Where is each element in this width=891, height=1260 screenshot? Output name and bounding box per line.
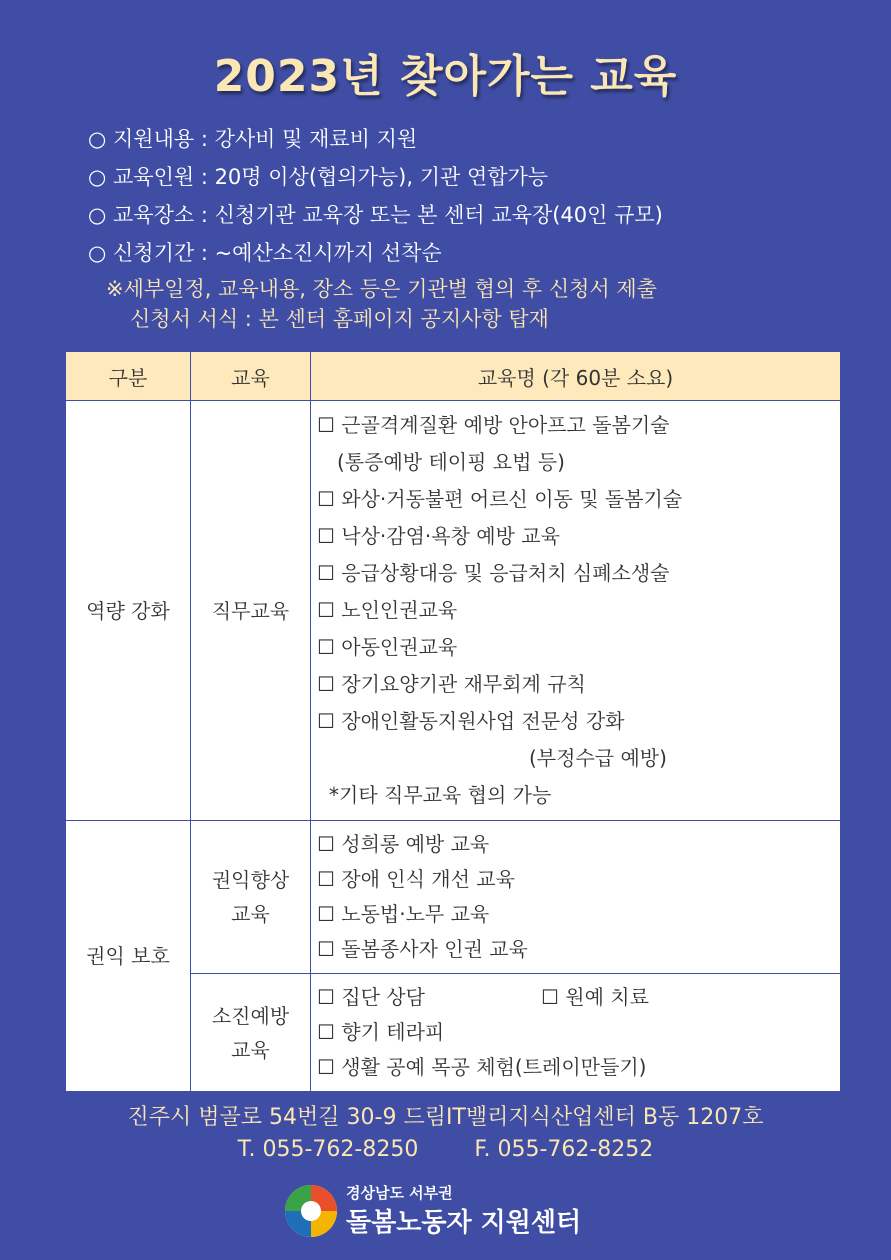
- note-line-1: ※세부일정, 교육내용, 장소 등은 기관별 협의 후 신청서 제출: [106, 277, 657, 301]
- course-item: ☐ 와상·거동불편 어르신 이동 및 돌봄기술: [317, 487, 683, 511]
- category-cell: 역량 강화: [66, 401, 191, 821]
- course-item: ☐ 장애인활동지원사업 전문성 강화: [317, 709, 625, 733]
- course-item: ☐ 집단 상담: [317, 985, 425, 1009]
- center-logo: [284, 1180, 644, 1240]
- header-type: 교육: [191, 352, 311, 401]
- course-row: [317, 980, 834, 1015]
- course-item: ☐ 근골격계질환 예방 안아프고 돌봄기술: [317, 413, 670, 437]
- course-item: ☐ 노동법·노무 교육: [317, 902, 490, 926]
- logo-title: 돌봄노동자 지원센터: [346, 1208, 582, 1238]
- table-row: [66, 821, 841, 974]
- info-support: ○ 지원내용 : 강사비 및 재료비 지원: [88, 127, 418, 151]
- course-item: ☐ 응급상황대응 및 응급처치 심폐소생술: [317, 561, 670, 585]
- center-emblem-icon: [284, 1184, 338, 1238]
- footer-phone: T. 055-762-8250: [237, 1137, 419, 1162]
- course-list: [311, 821, 841, 974]
- course-list: [311, 974, 841, 1092]
- course-item-detail: (부정수급 예방): [529, 746, 667, 770]
- type-cell: 직무교육: [191, 401, 311, 821]
- footer-fax: F. 055-762-8252: [474, 1137, 654, 1162]
- header-course-name: 교육명 (각 60분 소요): [311, 352, 841, 401]
- logo-subtitle: 경상남도 서부권: [346, 1184, 453, 1202]
- type-cell: [191, 821, 311, 974]
- course-item-detail: (통증예방 테이핑 요법 등): [337, 450, 565, 474]
- type-label-line: 소진예방: [211, 1003, 290, 1028]
- type-label-line: 교육: [231, 902, 270, 926]
- course-item: ☐ 노인인권교육: [317, 598, 458, 622]
- footer: [0, 1102, 891, 1166]
- type-label-line: 교육: [231, 1037, 270, 1062]
- footer-address: 진주시 범골로 54번길 30-9 드림IT밸리지식산업센터 B동 1207호: [127, 1105, 764, 1130]
- course-item: ☐ 장애 인식 개선 교육: [317, 867, 515, 891]
- course-item: ☐ 향기 테라피: [317, 1020, 445, 1044]
- course-item: ☐ 성희롱 예방 교육: [317, 832, 490, 856]
- table-header-row: [66, 352, 841, 401]
- course-list: [311, 401, 841, 821]
- course-item: ☐ 낙상·감염·욕창 예방 교육: [317, 524, 560, 548]
- course-item: ☐ 원예 치료: [541, 985, 649, 1009]
- table-row: [66, 401, 841, 821]
- category-cell: 권익 보호: [66, 821, 191, 1092]
- footer-contact: [0, 1134, 891, 1166]
- page-title: 2023년 찾아가는 교육: [213, 51, 678, 102]
- course-item: ☐ 생활 공예 목공 체험(트레이만들기): [317, 1055, 647, 1079]
- type-label-line: 권익향상: [211, 868, 290, 892]
- course-note: *기타 직무교육 협의 가능: [329, 783, 552, 807]
- course-item: ☐ 장기요양기관 재무회계 규칙: [317, 672, 586, 696]
- info-block: [88, 120, 848, 334]
- course-item: ☐ 돌봄종사자 인권 교육: [317, 937, 528, 961]
- course-item: ☐ 아동인권교육: [317, 635, 458, 659]
- info-period: ○ 신청기간 : ~예산소진시까지 선착순: [88, 241, 442, 265]
- info-location: ○ 교육장소 : 신청기관 교육장 또는 본 센터 교육장(40인 규모): [88, 203, 663, 227]
- header-category: 구분: [66, 352, 191, 401]
- education-table: [65, 351, 841, 1092]
- info-participants: ○ 교육인원 : 20명 이상(협의가능), 기관 연합가능: [88, 165, 549, 189]
- type-cell: [191, 974, 311, 1092]
- note-line-2: 신청서 서식 : 본 센터 홈페이지 공지사항 탑재: [130, 307, 549, 331]
